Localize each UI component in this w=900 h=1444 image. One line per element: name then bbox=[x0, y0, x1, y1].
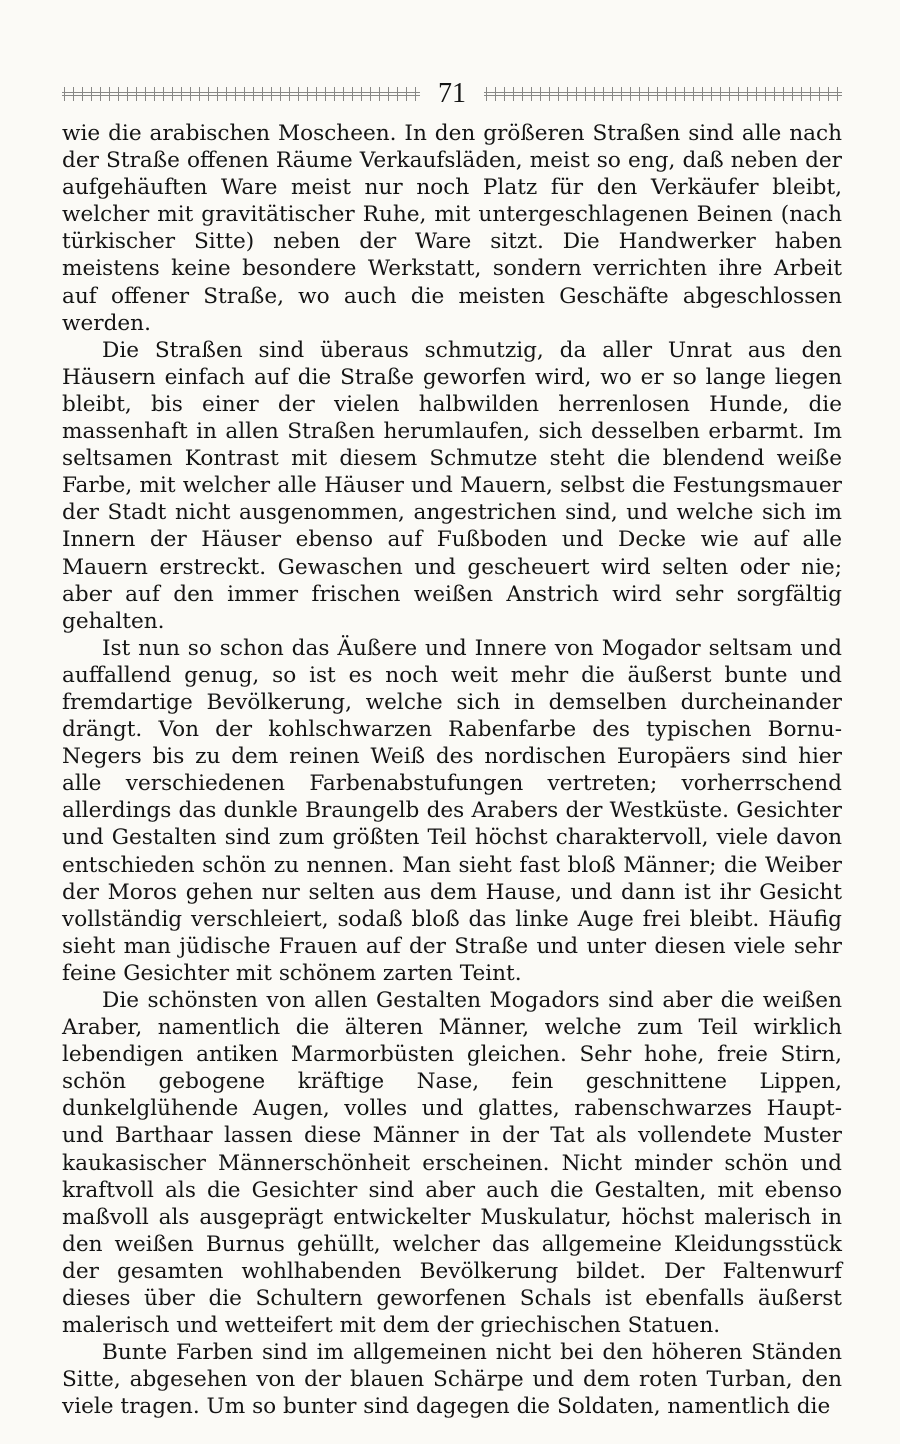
paragraph: Die schönsten von allen Gestalten Mogadors sind aber die weißen Araber, namentlich die älteren Männer, welche zum Teil wirklich lebendigen antiken Marmorbüsten gleichen. Sehr hohe, freie Stirn, schön gebogene kräftige Nase, fein geschnittene Lippen, dunkelglühende Augen, volles und glattes, rabenschwarzes Haupt- und Barthaar lassen diese Männer in der Tat als vollendete Muster kaukasischer Männerschönheit erscheinen. Nicht minder schön und kraftvoll als die Gesichter sind aber auch die Gestalten, mit ebenso maßvoll als ausgeprägt entwickelter Muskulatur, höchst malerisch in den weißen Burnus gehüllt, welcher das allgemeine Kleidungsstück der gesamten wohlhabenden Bevölkerung bildet. Der Faltenwurf dieses über die Schultern geworfenen Schals ist ebenfalls äußerst malerisch und wetteifert mit dem der griechischen Statuen. bbox=[62, 988, 842, 1339]
paragraph: Ist nun so schon das Äußere und Innere von Mogador seltsam und auffallend genug, so ist es noch weit mehr die äußerst bunte und fremdartige Bevölkerung, welche sich in demselben durcheinander drängt. Von der kohlschwarzen Rabenfarbe des typischen Bornu-Negers bis zu dem reinen Weiß des nordischen Europäers sind hier alle verschiedenen Farbenabstufungen vertreten; vorherrschend allerdings das dunkle Braungelb des Arabers der Westküste. Gesichter und Gestalten sind zum größten Teil höchst charaktervoll, viele davon entschieden schön zu nennen. Man sieht fast bloß Männer; die Weiber der Moros gehen nur selten aus dem Hause, und dann ist ihr Gesicht vollständig verschleiert, sodaß bloß das linke Auge frei bleibt. Häufig sieht man jüdische Frauen auf der Straße und unter diesen viele sehr feine Gesichter mit schönem zarten Teint. bbox=[62, 635, 842, 986]
paragraph: Bunte Farben sind im allgemeinen nicht bei den höheren Ständen Sitte, abgesehen von der blauen Schärpe und dem roten Turban, den viele tragen. Um so bunter sind dagegen die Soldaten, namentlich die bbox=[62, 1340, 842, 1420]
ornament-border-right bbox=[484, 87, 842, 101]
body-text bbox=[62, 120, 842, 1421]
paragraph: Die Straßen sind überaus schmutzig, da aller Unrat aus den Häusern einfach auf die Straße geworfen wird, wo er so lange liegen bleibt, bis einer der vielen halbwilden herrenlosen Hunde, die massenhaft in allen Straßen herumlaufen, sich desselben erbarmt. Im seltsamen Kontrast mit diesem Schmutze steht die blendend weiße Farbe, mit welcher alle Häuser und Mauern, selbst die Festungsmauer der Stadt nicht ausgenommen, angestrichen sind, und welche sich im Innern der Häuser ebenso auf Fußboden und Decke wie auf alle Mauern erstreckt. Gewaschen und gescheuert wird selten oder nie; aber auf den immer frischen weißen Anstrich wird sehr sorgfältig gehalten. bbox=[62, 337, 842, 634]
ornament-border-left bbox=[62, 87, 420, 101]
page-number: 71 bbox=[438, 78, 466, 109]
page-header bbox=[62, 76, 842, 112]
paragraph: wie die arabischen Moscheen. In den größeren Straßen sind alle nach der Straße offenen Räume Verkaufsläden, meist so eng, daß neben der aufgehäuften Ware meist nur noch Platz für den Verkäufer bleibt, welcher mit gravitätischer Ruhe, mit untergeschlagenen Beinen (nach türkischer Sitte) neben der Ware sitzt. Die Handwerker haben meistens keine besondere Werkstatt, sondern verrichten ihre Arbeit auf offener Straße, wo auch die meisten Geschäfte abgeschlossen werden. bbox=[62, 121, 842, 336]
